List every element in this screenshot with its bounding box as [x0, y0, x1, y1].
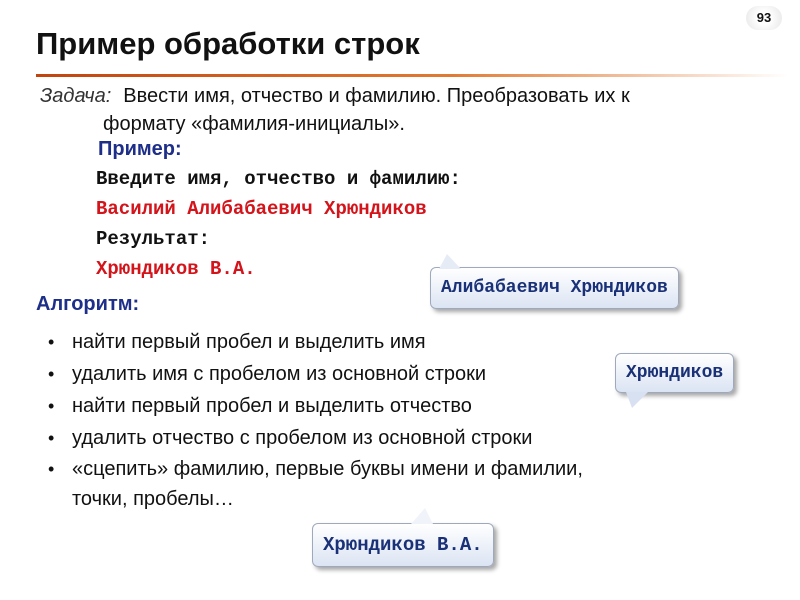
- algorithm-step: • найти первый пробел и выделить отчество: [44, 390, 724, 422]
- callout-tail: [411, 508, 433, 524]
- task-text-line2: формату «фамилия-инициалы».: [103, 113, 405, 135]
- callout-text: Алибабаевич Хрюндиков: [441, 278, 668, 298]
- callout-final-result: [312, 523, 494, 567]
- slide-title: Пример обработки строк: [36, 26, 420, 61]
- example-result-label: Результат:: [96, 228, 211, 250]
- algorithm-step: • удалить имя с пробелом из основной строки: [44, 358, 724, 390]
- example-result: Хрюндиков В.А.: [96, 258, 256, 280]
- algorithm-step-line2: точки, пробелы…: [72, 488, 234, 510]
- callout-after-patronymic-removed: [615, 353, 734, 393]
- task-text-line1: Ввести имя, отчество и фамилию. Преобразовать их к: [123, 85, 630, 107]
- algorithm-step: • удалить отчество с пробелом из основной строки: [44, 422, 724, 454]
- example-label: Пример:: [98, 138, 182, 160]
- algorithm-step: [44, 454, 724, 514]
- callout-text: Хрюндиков В.А.: [323, 534, 483, 556]
- title-underline: [36, 74, 788, 77]
- algorithm-label: Алгоритм:: [36, 293, 140, 315]
- example-prompt: Введите имя, отчество и фамилию:: [96, 168, 461, 190]
- algorithm-step-line1: «сцепить» фамилию, первые буквы имени и фамилии,: [72, 458, 583, 480]
- callout-tail: [439, 254, 461, 269]
- task-description: [40, 82, 760, 138]
- page-number: 93: [746, 6, 782, 30]
- callout-tail: [626, 392, 648, 408]
- callout-text: Хрюндиков: [626, 363, 724, 383]
- callout-after-name-removed: [430, 267, 679, 309]
- algorithm-step: • найти первый пробел и выделить имя: [44, 326, 724, 358]
- task-label: Задача:: [40, 85, 112, 107]
- example-input: Василий Алибабаевич Хрюндиков: [96, 198, 427, 220]
